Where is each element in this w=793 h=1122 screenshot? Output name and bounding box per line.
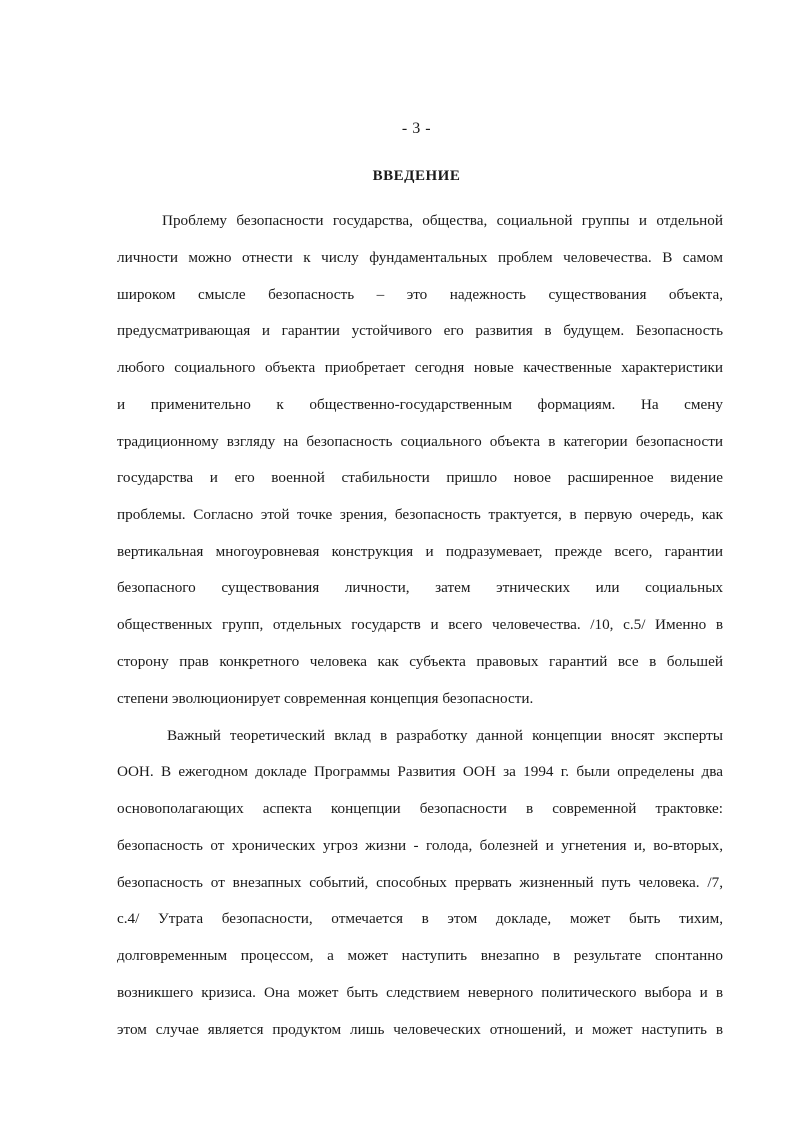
text-line: безопасного существования личности, затем этнических или социальных — [117, 579, 723, 596]
text-line: Важный теоретический вклад в разработку данной концепции вносят эксперты — [167, 727, 723, 744]
page-number: - 3 - — [401, 120, 432, 137]
text-line: вертикальная многоуровневая конструкция и подразумевает, прежде всего, гарантии — [117, 543, 723, 560]
text-line: традиционному взгляду на безопасность социального объекта в категории безопасности — [117, 433, 723, 450]
text-line: этом случае является продуктом лишь человеческих отношений, и может наступить в — [117, 1021, 723, 1038]
text-line: безопасность от внезапных событий, способных прервать жизненный путь человека. /7, — [117, 874, 723, 891]
text-line: Проблему безопасности государства, общества, социальной группы и отдельной — [162, 212, 723, 229]
text-line: широком смысле безопасность – это надежность существования объекта, — [117, 286, 723, 303]
text-line: проблемы. Согласно этой точке зрения, безопасность трактуется, в первую очередь, как — [117, 506, 723, 523]
text-line: и применительно к общественно-государственным формациям. На смену — [117, 396, 723, 413]
text-line: долговременным процессом, а может наступить внезапно в результате спонтанно — [117, 947, 723, 964]
text-line: предусматривающая и гарантии устойчивого его развития в будущем. Безопасность — [117, 322, 723, 339]
text-line: сторону прав конкретного человека как субъекта правовых гарантий все в большей — [117, 653, 723, 670]
text-line: с.4/ Утрата безопасности, отмечается в этом докладе, может быть тихим, — [117, 910, 723, 927]
text-line: основополагающих аспекта концепции безопасности в современной трактовке: — [117, 800, 723, 817]
text-line: личности можно отнести к числу фундаментальных проблем человечества. В самом — [117, 249, 723, 266]
text-line: любого социального объекта приобретает сегодня новые качественные характеристики — [117, 359, 723, 376]
text-line: степени эволюционирует современная концепция безопасности. — [117, 690, 534, 707]
text-line: государства и его военной стабильности пришло новое расширенное видение — [117, 469, 723, 486]
section-heading: ВВЕДЕНИЕ — [372, 168, 461, 184]
text-line: возникшего кризиса. Она может быть следствием неверного политического выбора и в — [117, 984, 723, 1001]
text-line: ООН. В ежегодном докладе Программы Развития ООН за 1994 г. были определены два — [117, 763, 723, 780]
text-line: безопасность от хронических угроз жизни - голода, болезней и угнетения и, во-вторых, — [117, 837, 723, 854]
text-line: общественных групп, отдельных государств и всего человечества. /10, с.5/ Именно в — [117, 616, 723, 633]
